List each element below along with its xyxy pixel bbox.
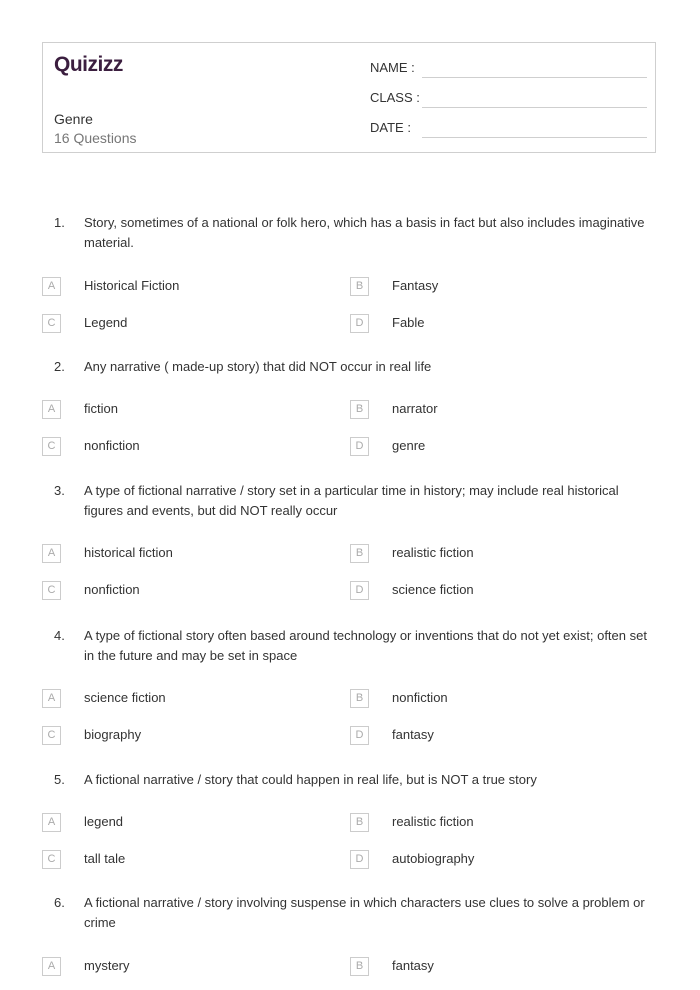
option-text: fantasy	[392, 727, 434, 742]
question-4	[54, 626, 654, 666]
option-text: biography	[84, 727, 142, 742]
question-number: 3.	[54, 483, 65, 498]
worksheet-title: Genre	[54, 111, 93, 127]
option-text: science fiction	[392, 582, 474, 597]
option-text: mystery	[84, 958, 130, 973]
option-letter: B	[350, 957, 369, 976]
option-text: science fiction	[84, 690, 166, 705]
option-text: narrator	[392, 401, 438, 416]
question-6	[54, 893, 654, 933]
option-text: tall tale	[84, 851, 126, 866]
option-text: fantasy	[392, 958, 434, 973]
option-letter: A	[42, 277, 61, 296]
option-text: realistic fiction	[392, 814, 474, 829]
option-letter: A	[42, 813, 61, 832]
question-number: 4.	[54, 628, 65, 643]
name-field[interactable]	[370, 60, 647, 78]
option-text: nonfiction	[84, 582, 140, 597]
option-letter: D	[350, 850, 369, 869]
option-text: Legend	[84, 315, 128, 330]
option-text: Fantasy	[392, 278, 439, 293]
question-count: 16 Questions	[54, 130, 137, 146]
option-letter: D	[350, 437, 369, 456]
option-letter: B	[350, 689, 369, 708]
question-text: Any narrative ( made-up story) that did NOT occur in real life	[84, 359, 432, 374]
option-text: autobiography	[392, 851, 475, 866]
class-field[interactable]	[370, 90, 647, 108]
question-text: Story, sometimes of a national or folk hero, which has a basis in fact but also includes imaginative material.	[84, 215, 645, 250]
option-letter: A	[42, 957, 61, 976]
option-text: historical fiction	[84, 545, 173, 560]
option-text: Fable	[392, 315, 425, 330]
option-letter: A	[42, 544, 61, 563]
option-letter: B	[350, 544, 369, 563]
option-letter: C	[42, 726, 61, 745]
question-number: 2.	[54, 359, 65, 374]
option-letter: D	[350, 314, 369, 333]
date-label: DATE :	[370, 120, 411, 135]
class-label: CLASS :	[370, 90, 420, 105]
question-text: A type of fictional story often based around technology or inventions that do not yet exist; often set in the future and may be set in space	[84, 628, 647, 663]
name-label: NAME :	[370, 60, 415, 75]
question-text: A fictional narrative / story involving suspense in which characters use clues to solve a problem or crime	[84, 895, 645, 930]
worksheet-header	[42, 42, 656, 153]
question-1	[54, 213, 654, 253]
option-letter: B	[350, 400, 369, 419]
option-text: fiction	[84, 401, 118, 416]
option-letter: C	[42, 581, 61, 600]
question-3	[54, 481, 654, 521]
class-line[interactable]	[422, 107, 647, 108]
question-number: 5.	[54, 772, 65, 787]
option-letter: C	[42, 314, 61, 333]
question-2	[54, 357, 654, 377]
option-text: nonfiction	[392, 690, 448, 705]
option-letter: C	[42, 437, 61, 456]
option-letter: B	[350, 277, 369, 296]
name-line[interactable]	[422, 77, 647, 78]
date-line[interactable]	[422, 137, 647, 138]
option-letter: C	[42, 850, 61, 869]
question-5	[54, 770, 654, 790]
question-number: 6.	[54, 895, 65, 910]
quizizz-logo: Quizizz	[54, 53, 123, 76]
option-text: legend	[84, 814, 124, 829]
question-number: 1.	[54, 215, 65, 230]
option-letter: D	[350, 726, 369, 745]
option-text: genre	[392, 438, 426, 453]
option-letter: A	[42, 400, 61, 419]
option-letter: D	[350, 581, 369, 600]
question-text: A type of fictional narrative / story set in a particular time in history; may include real historical figures and events, but did NOT really occur	[84, 483, 619, 518]
option-letter: A	[42, 689, 61, 708]
option-letter: B	[350, 813, 369, 832]
option-text: realistic fiction	[392, 545, 474, 560]
option-text: nonfiction	[84, 438, 140, 453]
option-text: Historical Fiction	[84, 278, 180, 293]
question-text: A fictional narrative / story that could happen in real life, but is NOT a true story	[84, 772, 537, 787]
date-field[interactable]	[370, 120, 647, 138]
